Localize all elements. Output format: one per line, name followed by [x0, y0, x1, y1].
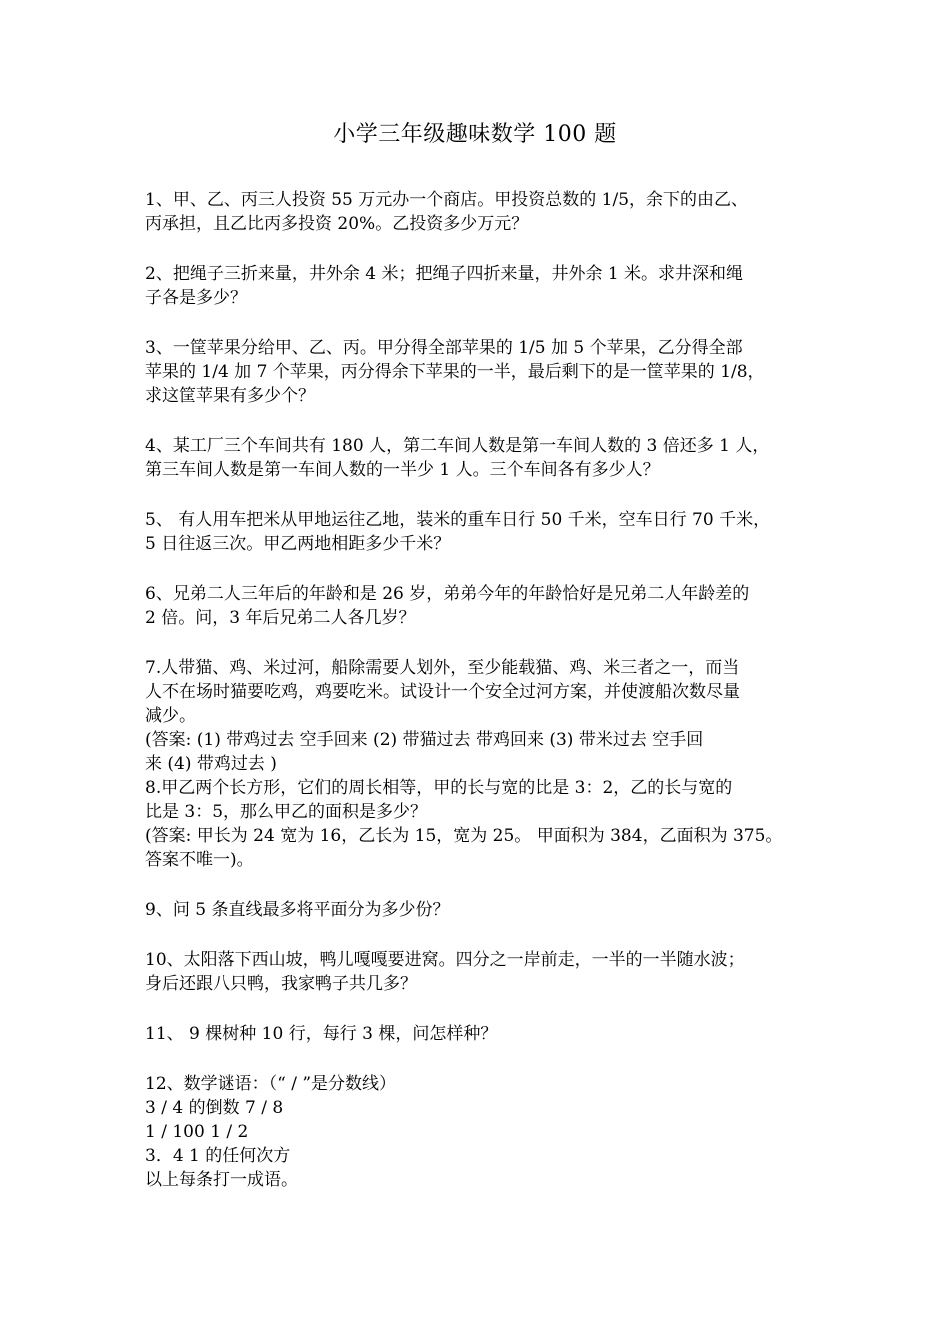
question-text-line: 4、某工厂三个车间共有 180 人，第二车间人数是第一车间人数的 3 倍还多 1 人， [145, 436, 770, 456]
question-text-line: 3．4 1 的任何次方 [145, 1146, 291, 1166]
question-text-line: 人不在场时猫要吃鸡，鸡要吃米。试设计一个安全过河方案，并使渡船次数尽量 [145, 682, 740, 702]
question-text-line: 5 日往返三次。甲乙两地相距多少千米？ [145, 534, 451, 554]
question-text-line: 以上每条打一成语。 [145, 1170, 298, 1190]
question-text-line: 第三车间人数是第一车间人数的一半少 1 人。三个车间各有多少人？ [145, 460, 660, 480]
question-text-line: 2 倍。问，3 年后兄弟二人各几岁？ [145, 608, 416, 628]
question-block-q4 [145, 434, 810, 482]
question-text-line: 3 / 4 的倒数 7 / 8 [145, 1098, 284, 1118]
question-text-line: 9、问 5 条直线最多将平面分为多少份？ [145, 900, 450, 920]
question-text-line: 11、 9 棵树种 10 行，每行 3 棵，问怎样种？ [145, 1024, 498, 1044]
question-text-line: 10、太阳落下西山坡，鸭儿嘎嘎要进窝。四分之一岸前走，一半的一半随水波； [145, 950, 745, 970]
question-text-line: 3、一筐苹果分给甲、乙、丙。甲分得全部苹果的 1/5 加 5 个苹果，乙分得全部 [145, 338, 743, 358]
question-text-line: 身后还跟八只鸭，我家鸭子共几多？ [145, 974, 417, 994]
question-text-line: 8.甲乙两个长方形，它们的周长相等，甲的长与宽的比是 3：2，乙的长与宽的 [145, 778, 733, 798]
question-block-q12 [145, 1072, 810, 1192]
document-body [145, 188, 810, 1192]
block-spacer [145, 872, 810, 898]
question-block-q10 [145, 948, 810, 996]
question-text-line: 5、 有人用车把米从甲地运往乙地，装米的重车日行 50 千米，空车日行 70 千米， [145, 510, 771, 530]
question-text-line: 6、兄弟二人三年后的年龄和是 26 岁，弟弟今年的年龄恰好是兄弟二人年龄差的 [145, 584, 750, 604]
question-block-q5 [145, 508, 810, 556]
question-text-line: 求这筐苹果有多少个？ [145, 386, 315, 406]
question-block-q1 [145, 188, 810, 236]
question-text-line: 1、甲、乙、丙三人投资 55 万元办一个商店。甲投资总数的 1/5，余下的由乙、 [145, 190, 749, 210]
question-text-line: 子各是多少？ [145, 288, 247, 308]
block-spacer [145, 236, 810, 262]
question-block-q11 [145, 1022, 810, 1046]
question-text-line: (答案: (1) 带鸡过去 空手回来 (2) 带猫过去 带鸡回来 (3) 带米过去 空手回 [145, 730, 704, 750]
question-text-line: 答案不唯一)。 [145, 850, 254, 870]
question-text-line: 苹果的 1/4 加 7 个苹果，丙分得余下苹果的一半，最后剩下的是一筐苹果的 1/8， [145, 362, 765, 382]
question-block-q3 [145, 336, 810, 408]
question-text-line: 丙承担，且乙比丙多投资 20%。乙投资多少万元？ [145, 214, 529, 234]
block-spacer [145, 630, 810, 656]
block-spacer [145, 556, 810, 582]
question-block-q9 [145, 898, 810, 922]
question-text-line: 2、把绳子三折来量，井外余 4 米；把绳子四折来量，井外余 1 米。求井深和绳 [145, 264, 744, 284]
block-spacer [145, 922, 810, 948]
question-block-q7 [145, 656, 810, 872]
question-text-line: 7.人带猫、鸡、米过河，船除需要人划外，至少能载猫、鸡、米三者之一，而当 [145, 658, 740, 678]
question-text-line: 1 / 100 1 / 2 [145, 1122, 249, 1142]
question-text-line: 减少。 [145, 706, 196, 726]
question-text-line: 比是 3：5，那么甲乙的面积是多少？ [145, 802, 428, 822]
question-text-line: (答案: 甲长为 24 宽为 16，乙长为 15，宽为 25。 甲面积为 384，乙面积为 375。 [145, 826, 783, 846]
block-spacer [145, 408, 810, 434]
block-spacer [145, 482, 810, 508]
question-block-q6 [145, 582, 810, 630]
question-block-q2 [145, 262, 810, 310]
question-text-line: 12、数学谜语：（“ / ”是分数线） [145, 1074, 397, 1094]
block-spacer [145, 310, 810, 336]
block-spacer [145, 996, 810, 1022]
question-text-line: 来 (4) 带鸡过去 ) [145, 754, 277, 774]
document-title: 小学三年级趣味数学 100 题 [333, 122, 617, 147]
block-spacer [145, 1046, 810, 1072]
